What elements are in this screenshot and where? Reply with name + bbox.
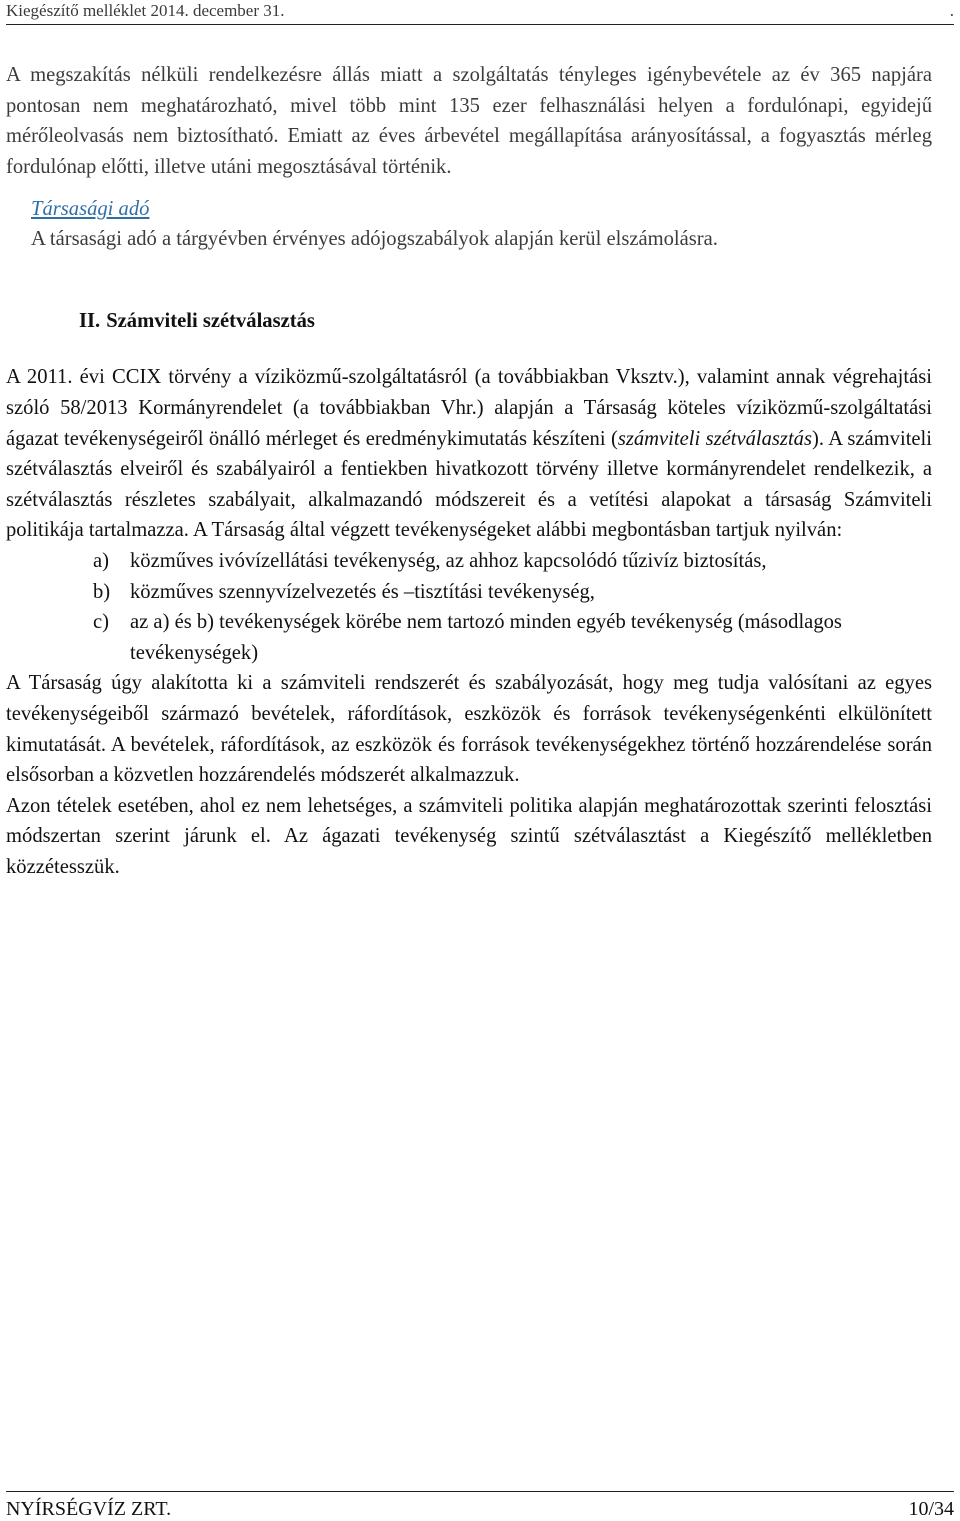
header-dot: . — [949, 1, 954, 20]
list-item-text: közműves szennyvízelvezetés és –tisztítási tevékenység, — [130, 580, 595, 603]
list-item — [6, 577, 932, 608]
allocation-paragraph: Azon tételek esetében, ahol ez nem lehetséges, a számviteli politika alapján meghatározottak szerinti felosztási módszertan szerint járunk el. Az ágazati tevékenység szintű szétválasztást a Kiegészítő mellékletben közzétesszük. — [6, 794, 932, 878]
para1-before: A 2011. évi CCIX törvény a víziközmű-szolgáltatásról (a továbbiakban Vksztv.), valamint annak végrehajtási szóló 58/2013 Kormányrendelet (a továbbiakban Vhr.) alapján a Társaság köteles víziközmű-szolgáltatási ágazat tevékenységeiről önálló mérleget és eredménykimutatás készíteni ( — [6, 366, 932, 450]
tax-heading: Társasági adó — [31, 198, 150, 221]
list-item-label: a) — [93, 549, 109, 572]
section-title — [79, 306, 932, 336]
header-title: Kiegészítő melléklet 2014. december 31. — [6, 1, 285, 20]
list-item — [6, 607, 932, 668]
intro-paragraph: A megszakítás nélküli rendelkezésre állás miatt a szolgáltatás tényleges igénybevétele az év 365 napjára pontosan nem meghatározható, mivel több mint 135 ezer felhasználási helyen a fordulónapi, egyidejű mérőleolvasás nem biztosítható. Emiatt az éves árbevétel megállapítása arányosítással, a fogyasztás mérleg fordulónap előtti, illetve utáni megosztásával történik. — [6, 64, 932, 178]
footer-company: NYÍRSÉGVÍZ ZRT. — [6, 1498, 172, 1520]
accounting-system-paragraph: A Társaság úgy alakította ki a számviteli rendszerét és szabályozását, hogy meg tudja valósítani az egyes tevékenységeiből származó bevételek, ráfordítások, eszközök és források tevékenységenkénti elkülönített kimutatását. A bevételek, ráfordítások, az eszközök és források tevékenységekhez történő hozzárendelése során elsősorban a közvetlen hozzárendelés módszerét alkalmazzuk. — [6, 672, 932, 787]
section-number: II. — [79, 310, 101, 333]
page-content — [6, 60, 932, 882]
list-item-text: közműves ivóvízellátási tevékenység, az ahhoz kapcsolódó tűzivíz biztosítás, — [130, 549, 767, 572]
page-number: 10/34 — [908, 1498, 954, 1520]
tax-paragraph: A társasági adó a tárgyévben érvényes adójogszabályok alapján kerül elszámolásra. — [31, 228, 718, 251]
para1-italic: számviteli szétválasztás — [617, 427, 812, 450]
list-item — [6, 546, 932, 577]
accounting-separation-paragraph — [6, 362, 932, 546]
page-header — [6, 0, 954, 25]
page-footer — [6, 1491, 954, 1520]
activity-list — [6, 546, 932, 668]
section-title-text: Számviteli szétválasztás — [106, 310, 315, 333]
list-item-text: az a) és b) tevékenységek körébe nem tartozó minden egyéb tevékenység (másodlagos tevékenységek) — [130, 611, 842, 664]
para1-after: ). A számviteli szétválasztás elveiről és szabályairól a fentiekben hivatkozott törvény illetve kormányrendelet rendelkezik, a szétválasztás részletes szabályait, alkalmazandó módszereit és a vetítési alapokat a társaság Számviteli politikája tartalmazza. A Társaság által végzett tevékenységeket alábbi megbontásban tartjuk nyilván: — [6, 427, 933, 542]
list-item-label: c) — [93, 611, 109, 634]
list-item-label: b) — [93, 580, 111, 603]
